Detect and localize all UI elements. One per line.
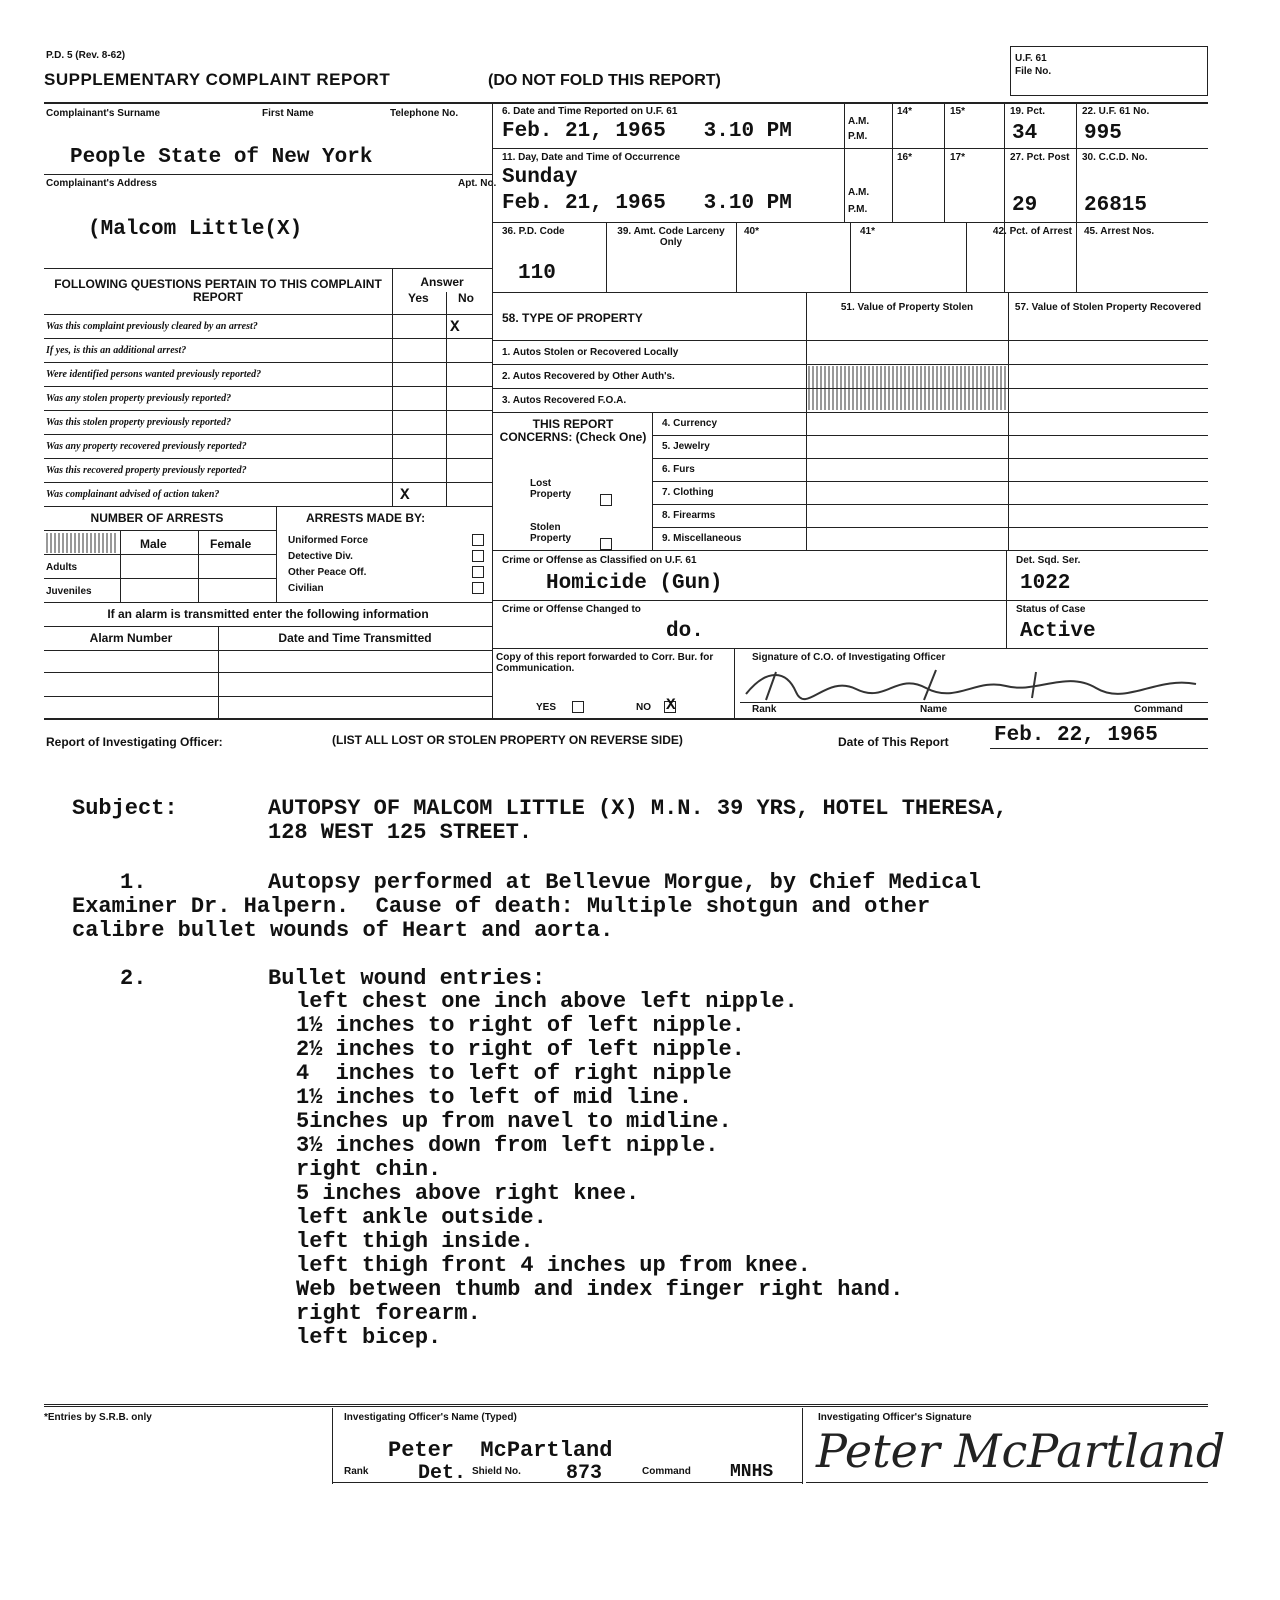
concerns-label: THIS REPORT CONCERNS: (Check One) — [499, 417, 647, 444]
autos-3: 3. Autos Recovered F.O.A. — [502, 395, 627, 406]
co-signature-label: Signature of C.O. of Investigating Officer — [752, 652, 946, 663]
sqd-label: Det. Sqd. Ser. — [1016, 555, 1081, 566]
ccd-label: 30. C.C.D. No. — [1082, 152, 1148, 163]
co-signature — [736, 664, 1206, 704]
wound-entry: 3½ inches down from left nipple. — [296, 1133, 719, 1158]
question-row: Was complainant advised of action taken? — [46, 489, 220, 500]
officer-name-label: Investigating Officer's Name (Typed) — [344, 1412, 517, 1423]
alarm-note: If an alarm is transmitted enter the following information — [107, 607, 429, 621]
forward-no-label: NO — [636, 702, 651, 713]
occurrence-pm: P.M. — [848, 204, 868, 215]
question-answer-no[interactable]: X — [450, 318, 460, 336]
property-item: 8. Firearms — [662, 510, 716, 521]
officer-name-value: Peter McPartland — [388, 1438, 613, 1463]
post-label: 27. Pct. Post — [1010, 152, 1070, 163]
paragraph-1-line-3: calibre bullet wounds of Heart and aorta. — [72, 918, 614, 943]
occurrence-value: Feb. 21, 1965 3.10 PM — [502, 192, 792, 215]
wound-entry: 4 inches to left of right nipple — [296, 1061, 732, 1086]
forward-yes-checkbox[interactable] — [572, 701, 584, 713]
wound-entry: right forearm. — [296, 1301, 481, 1326]
uf61-no-value: 995 — [1084, 122, 1122, 145]
pct-value: 34 — [1012, 122, 1038, 145]
arrest-nos-label: 45. Arrest Nos. — [1084, 226, 1155, 237]
number-arrests-label: NUMBER OF ARRESTS — [90, 511, 224, 525]
autos-2: 2. Autos Recovered by Other Auth's. — [502, 371, 675, 382]
paragraph-1-line-1: Autopsy performed at Bellevue Morgue, by Chief Medical — [268, 870, 981, 895]
co-name-label: Name — [920, 704, 948, 715]
field-15: 15* — [950, 106, 966, 117]
complainant-name: People State of New York — [70, 146, 373, 169]
uf61-label: U.F. 61 — [1015, 53, 1047, 64]
wound-entry: 5inches up from navel to midline. — [296, 1109, 732, 1134]
property-item: 4. Currency — [662, 418, 718, 429]
male-label: Male — [140, 537, 167, 551]
subject-label: Subject: — [72, 796, 178, 821]
arrests-made-by-label: Detective Div. — [288, 550, 353, 562]
question-row: Was this stolen property previously reported? — [46, 417, 232, 428]
lost-property-checkbox[interactable] — [600, 494, 612, 506]
arrests-made-by-list — [288, 532, 484, 596]
wound-entry: left thigh front 4 inches up from knee. — [296, 1253, 811, 1278]
arrests-made-by-row — [288, 564, 484, 580]
paragraph-2-heading: Bullet wound entries: — [268, 966, 546, 991]
field-17: 17* — [950, 152, 966, 163]
adults-label: Adults — [46, 562, 78, 573]
reported-label: 6. Date and Time Reported on U.F. 61 — [502, 106, 678, 117]
list-note: (LIST ALL LOST OR STOLEN PROPERTY ON REVERSE SIDE) — [332, 733, 683, 747]
rank-label: Rank — [344, 1466, 369, 1477]
officer-signature: Peter McPartland — [816, 1424, 1226, 1478]
stolen-property-label: Stolen Property — [530, 522, 572, 544]
command-value: MNHS — [730, 1462, 774, 1482]
lost-property-label: Lost Property — [530, 478, 572, 500]
form-title: SUPPLEMENTARY COMPLAINT REPORT — [44, 70, 391, 89]
first-name-label: First Name — [262, 108, 314, 119]
classified-label: Crime or Offense as Classified on U.F. 61 — [502, 555, 697, 566]
answer-label: Answer — [420, 275, 464, 289]
paragraph-1-number: 1. — [120, 870, 147, 895]
arrests-made-by-checkbox[interactable] — [472, 566, 484, 578]
pd-code-label: 36. P.D. Code — [502, 226, 565, 237]
property-item: 6. Furs — [662, 464, 695, 475]
complainant-address: (Malcom Little(X) — [88, 218, 303, 241]
property-item: 5. Jewelry — [662, 441, 710, 452]
alarm-number-label: Alarm Number — [89, 631, 173, 645]
paragraph-2-number: 2. — [120, 966, 147, 991]
answer-no-label: No — [458, 291, 474, 305]
property-item: 9. Miscellaneous — [662, 533, 742, 544]
officer-signature-label: Investigating Officer's Signature — [818, 1412, 972, 1423]
field-41: 41* — [860, 226, 876, 237]
property-item: 7. Clothing — [662, 487, 714, 498]
status-value: Active — [1020, 620, 1096, 643]
wound-entry: 1½ inches to left of mid line. — [296, 1085, 693, 1110]
juveniles-label: Juveniles — [46, 586, 92, 597]
alarm-datetime-label: Date and Time Transmitted — [278, 631, 432, 645]
telephone-label: Telephone No. — [390, 108, 459, 119]
subject-line-2: 128 WEST 125 STREET. — [268, 820, 533, 845]
surname-label: Complainant's Surname — [46, 108, 161, 119]
uf61-file-box — [1010, 46, 1208, 96]
form-code: P.D. 5 (Rev. 8-62) — [46, 50, 126, 61]
arrests-made-by-checkbox[interactable] — [472, 550, 484, 562]
post-value: 29 — [1012, 194, 1038, 217]
pd-code-value: 110 — [518, 262, 556, 285]
question-answer-yes[interactable]: X — [400, 486, 410, 504]
arrests-made-by-label: Uniformed Force — [288, 534, 369, 546]
autos-1: 1. Autos Stolen or Recovered Locally — [502, 347, 679, 358]
arrests-made-by-label: Other Peace Off. — [288, 566, 367, 578]
copy-forward-label: Copy of this report forwarded to Corr. Bur. for Communication. — [496, 652, 714, 674]
arrests-made-by-row — [288, 580, 484, 596]
report-date-label: Date of This Report — [838, 735, 949, 749]
changed-label: Crime or Offense Changed to — [502, 604, 641, 615]
wound-entry: 1½ inches to right of left nipple. — [296, 1013, 745, 1038]
classified-value: Homicide (Gun) — [546, 572, 723, 595]
field-40: 40* — [744, 226, 760, 237]
subject-line-1: AUTOPSY OF MALCOM LITTLE (X) M.N. 39 YRS, HOTEL THERESA, — [268, 796, 1008, 821]
status-label: Status of Case — [1016, 604, 1086, 615]
occurrence-day: Sunday — [502, 166, 578, 189]
value-recovered-label: 57. Value of Stolen Property Recovered — [1014, 302, 1202, 313]
questions-heading: FOLLOWING QUESTIONS PERTAIN TO THIS COMPLAINT REPORT — [54, 277, 382, 304]
stolen-property-checkbox[interactable] — [600, 538, 612, 550]
arrests-made-by-checkbox[interactable] — [472, 534, 484, 546]
wound-list — [296, 990, 903, 1350]
question-row: Was any stolen property previously reported? — [46, 393, 232, 404]
arrest-pct-label: 42. Pct. of Arrest — [992, 226, 1072, 237]
ccd-value: 26815 — [1084, 194, 1148, 217]
shield-value: 873 — [566, 1462, 603, 1485]
type-property-label: 58. TYPE OF PROPERTY — [502, 311, 643, 325]
wound-entry: 2½ inches to right of left nipple. — [296, 1037, 745, 1062]
reported-value: Feb. 21, 1965 3.10 PM — [502, 120, 792, 143]
report-label: Report of Investigating Officer: — [46, 735, 223, 749]
changed-value: do. — [666, 620, 704, 643]
arrests-made-by-checkbox[interactable] — [472, 582, 484, 594]
pct-label: 19. Pct. — [1010, 106, 1046, 117]
uf61-no-label: 22. U.F. 61 No. — [1082, 106, 1150, 117]
arrests-made-by-row — [288, 548, 484, 564]
fold-note: (DO NOT FOLD THIS REPORT) — [488, 72, 721, 89]
question-row: If yes, is this an additional arrest? — [46, 345, 187, 356]
wound-entry: Web between thumb and index finger right hand. — [296, 1277, 904, 1302]
shield-label: Shield No. — [472, 1466, 521, 1477]
female-label: Female — [210, 537, 252, 551]
paragraph-1-line-2: Examiner Dr. Halpern. Cause of death: Multiple shotgun and other — [72, 894, 931, 919]
srb-note: *Entries by S.R.B. only — [44, 1412, 152, 1423]
arrests-made-by-label: Civilian — [288, 582, 324, 594]
occurrence-label: 11. Day, Date and Time of Occurrence — [502, 152, 681, 163]
report-date-value: Feb. 22, 1965 — [994, 724, 1158, 747]
reported-am: A.M. — [848, 116, 870, 127]
file-no-label: File No. — [1015, 66, 1052, 77]
question-row: Was this complaint previously cleared by an arrest? — [46, 321, 258, 332]
occurrence-am: A.M. — [848, 187, 870, 198]
field-16: 16* — [897, 152, 913, 163]
co-rank-label: Rank — [752, 704, 777, 715]
sqd-value: 1022 — [1020, 572, 1071, 595]
command-label: Command — [642, 1466, 691, 1477]
arrests-made-by-label: ARRESTS MADE BY: — [306, 511, 426, 525]
co-command-label: Command — [1134, 704, 1183, 715]
reported-pm: P.M. — [848, 131, 868, 142]
apt-label: Apt. No. — [458, 178, 497, 189]
wound-entry: 5 inches above right knee. — [296, 1181, 640, 1206]
wound-entry: left thigh inside. — [296, 1229, 534, 1254]
question-row: Were identified persons wanted previously reported? — [46, 369, 262, 380]
question-row: Was this recovered property previously reported? — [46, 465, 247, 476]
answer-yes-label: Yes — [408, 291, 429, 305]
wound-entry: right chin. — [296, 1157, 442, 1182]
field-14: 14* — [897, 106, 913, 117]
forward-yes-label: YES — [536, 702, 557, 713]
wound-entry: left bicep. — [296, 1325, 442, 1350]
address-label: Complainant's Address — [46, 178, 157, 189]
rank-value: Det. — [418, 1462, 467, 1485]
value-stolen-label: 51. Value of Property Stolen — [840, 302, 974, 313]
wound-entry: left chest one inch above left nipple. — [296, 989, 798, 1014]
amt-code-label: 39. Amt. Code Larceny Only — [617, 226, 725, 248]
wound-entry: left ankle outside. — [296, 1205, 547, 1230]
question-row: Was any property recovered previously reported? — [46, 441, 247, 452]
arrests-made-by-row — [288, 532, 484, 548]
